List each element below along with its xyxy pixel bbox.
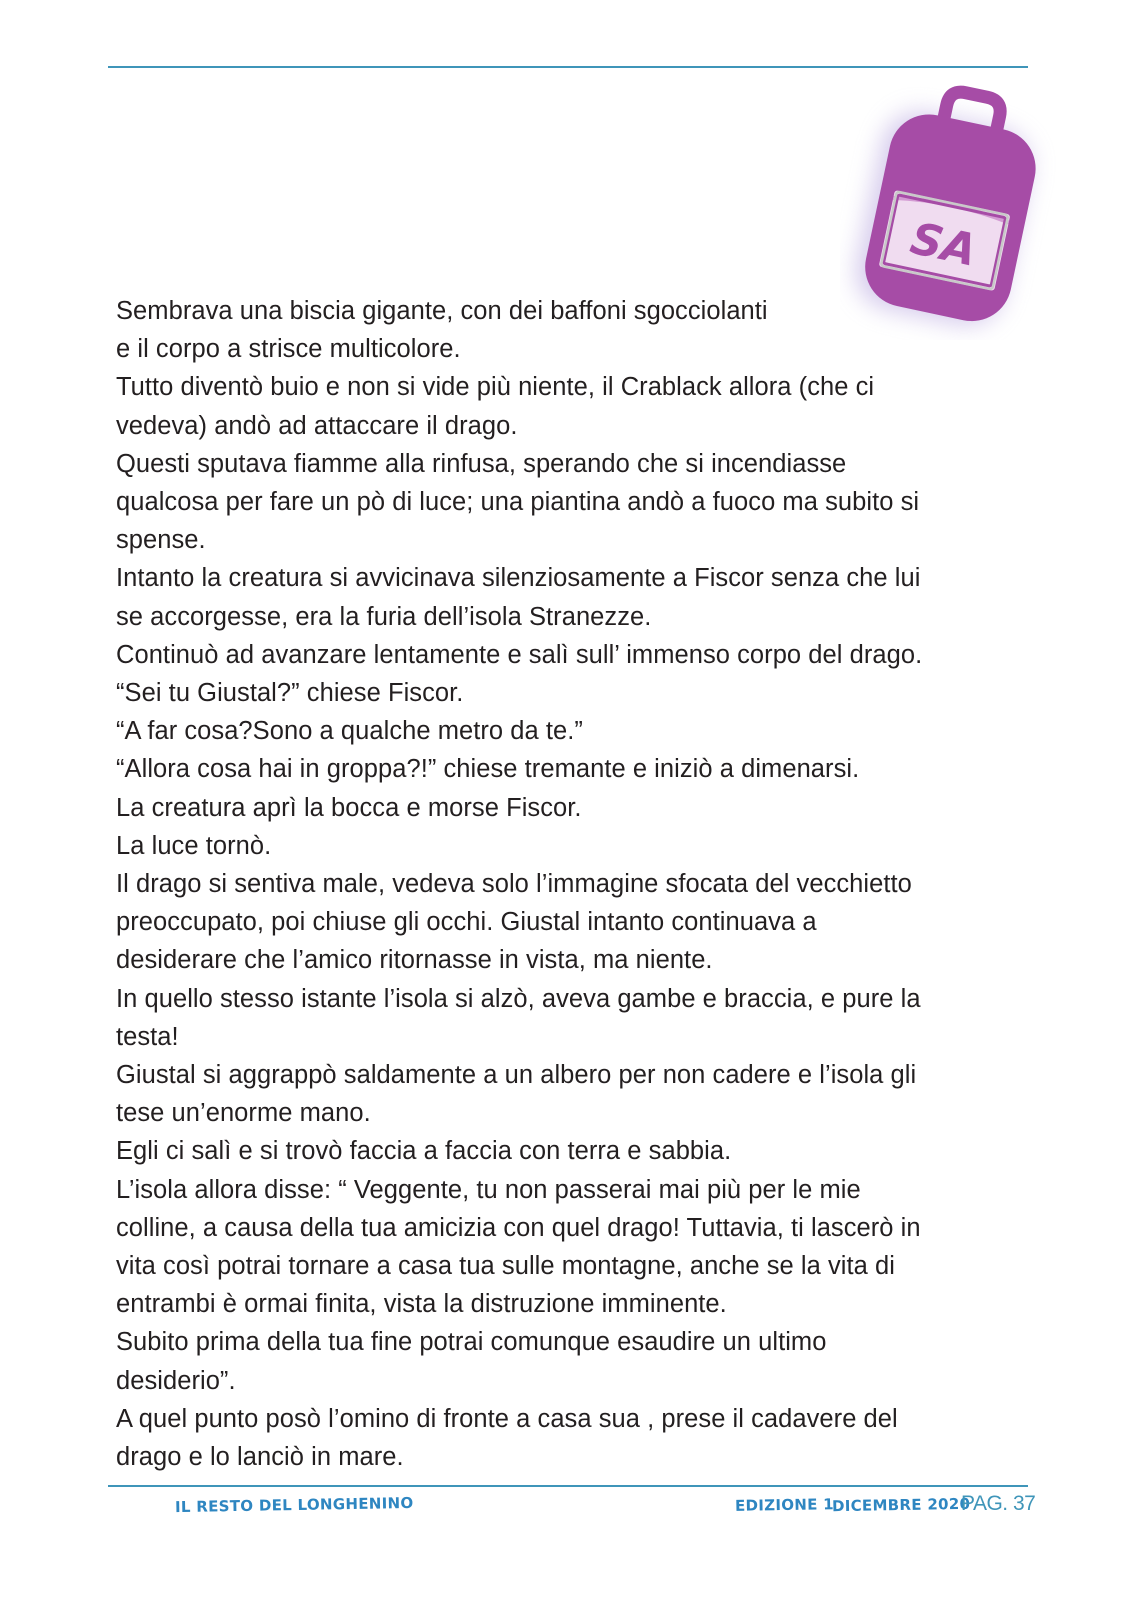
story-line: “Allora cosa hai in groppa?!” chiese tremante e iniziò a dimenarsi. (116, 755, 860, 784)
story-line: In quello stesso istante l’isola si alzò, aveva gambe e braccia, e pure la (116, 984, 921, 1013)
story-line: drago e lo lanciò in mare. (116, 1443, 404, 1472)
story-line: Egli ci salì e si trovò faccia a faccia con terra e sabbia. (116, 1137, 732, 1166)
story-line: Il drago si sentiva male, vedeva solo l’immagine sfocata del vecchietto (116, 870, 912, 899)
story-line: spense. (116, 526, 206, 555)
story-line: Continuò ad avanzare lentamente e salì sull’ immenso corpo del drago. (116, 640, 923, 669)
story-line: qualcosa per fare un pò di luce; una piantina andò a fuoco ma subito si (116, 488, 920, 517)
footer-date: DICEMBRE 2020 (831, 1494, 971, 1516)
story-line: Giustal si aggrappò saldamente a un albero per non cadere e l’isola gli (116, 1061, 917, 1090)
story-line: colline, a causa della tua amicizia con quel drago! Tuttavia, ti lascerò in (116, 1213, 921, 1242)
footer-publication: IL RESTO DEL LONGHENINO (174, 1493, 414, 1517)
story-line: se accorgesse, era la furia dell’isola Stranezze. (116, 602, 652, 631)
footer-rule (108, 1485, 1028, 1487)
story-line: vita così potrai tornare a casa tua sulle montagne, anche se la vita di (116, 1252, 895, 1281)
story-line: Questi sputava fiamme alla rinfusa, sperando che si incendiasse (116, 449, 847, 478)
logo-text: SA (906, 213, 982, 277)
story-line: e il corpo a strisce multicolore. (116, 335, 461, 364)
story-line: testa! (116, 1022, 179, 1051)
story-line: preoccupato, poi chiuse gli occhi. Giustal intanto continuava a (116, 908, 817, 937)
story-line: L’isola allora disse: “ Veggente, tu non passerai mai più per le mie (116, 1175, 861, 1204)
story-line: Subito prima della tua fine potrai comunque esaudire un ultimo (116, 1328, 827, 1357)
story-line: A quel punto posò l’omino di fronte a casa sua , prese il cadavere del (116, 1404, 898, 1433)
page-number: PAG. 37 (961, 1492, 1036, 1515)
footer-edition: EDIZIONE 1 (734, 1495, 835, 1515)
story-line: Intanto la creatura si avvicinava silenziosamente a Fiscor senza che lui (116, 564, 921, 593)
story-line: tese un’enorme mano. (116, 1099, 371, 1128)
story-line: “Sei tu Giustal?” chiese Fiscor. (116, 679, 464, 708)
story-line: La luce tornò. (116, 831, 272, 860)
story-text (116, 292, 1016, 1476)
story-line: Sembrava una biscia gigante, con dei baffoni sgocciolanti (116, 297, 768, 325)
story-line: La creatura aprì la bocca e morse Fiscor. (116, 793, 582, 822)
header-rule (108, 66, 1028, 68)
story-line: vedeva) andò ad attaccare il drago. (116, 411, 518, 440)
story-line: desiderio”. (116, 1366, 236, 1395)
story-line: Tutto diventò buio e non si vide più niente, il Crablack allora (che ci (116, 373, 875, 402)
story-line: entrambi è ormai finita, vista la distruzione imminente. (116, 1290, 727, 1319)
story-line: desiderare che l’amico ritornasse in vista, ma niente. (116, 946, 713, 975)
story-line: “A far cosa?Sono a qualche metro da te.” (116, 717, 583, 746)
